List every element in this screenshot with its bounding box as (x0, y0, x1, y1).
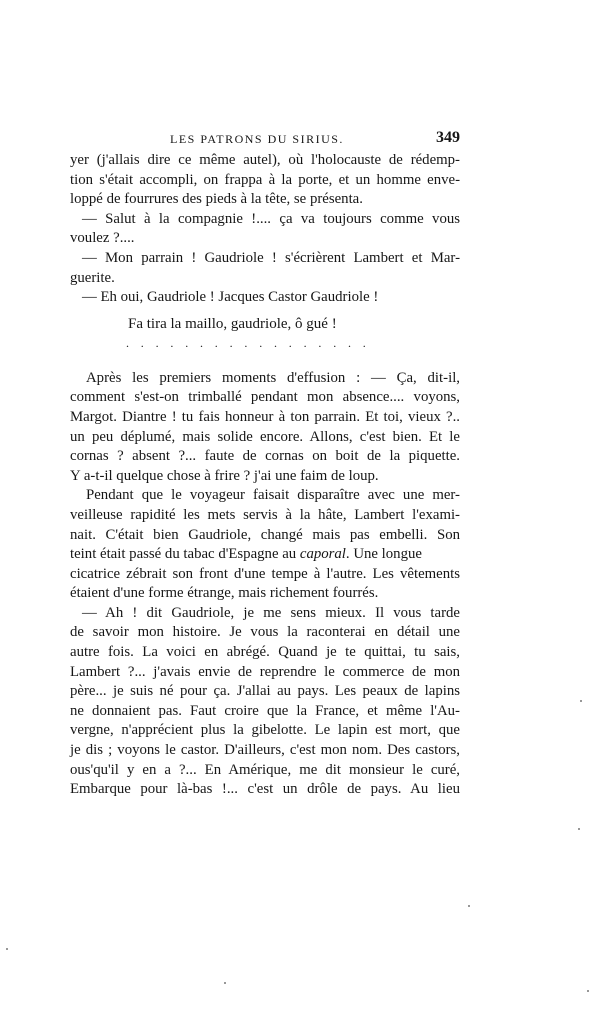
text-line (70, 288, 460, 308)
text-line: Y a-t-il quelque chose à frire ? j'ai une faim de loup. (70, 467, 379, 484)
text-line: Embarque pour là-bas !... c'est un drôle de pays. Au lieu (70, 781, 460, 798)
text-line: je dis ; voyons le castor. D'ailleurs, c'est mon nom. Des castors, (70, 742, 460, 759)
text-line: père... je suis né pour ça. J'allai au pays. Les peaux de lapins (70, 683, 460, 700)
text-line: cicatrice zébrait son front d'une tempe à l'autre. Les vêtements (70, 565, 460, 582)
paragraph-text: Pendant que le voyageur faisait disparaître avec une mer- (86, 487, 460, 504)
text-line: loppé de fourrures des pieds à la tête, se présenta. (70, 191, 363, 208)
text-line (70, 249, 460, 269)
dialogue-text: — Mon parrain ! Gaudriole ! s'écrièrent Lambert et Mar- (82, 249, 460, 266)
text-segment: . Une longue (345, 546, 422, 563)
ellipsis-line: . . . . . . . . . . . . . . . . . (126, 335, 371, 350)
text-line: Lambert ?... j'avais envie de reprendre le commerce de mon (70, 663, 460, 680)
verse-line: Fa tira la maillo, gaudriole, ô gué ! (128, 315, 337, 332)
text-line: ous'qu'il y en a ?... En Amérique, me dit monsieur le curé, (70, 761, 460, 778)
page-number: 349 (436, 129, 460, 146)
text-line: yer (j'allais dire ce même autel), où l'holocauste de rédemp- (70, 152, 460, 168)
text-line: cornas ? absent ?... faute de cornas on boit de la piquette. (70, 448, 460, 465)
paragraph-gap (70, 351, 460, 369)
italic-word: caporal (299, 546, 346, 563)
paragraph-text: Après les premiers moments d'effusion : — Ça, dit-il, (86, 369, 460, 386)
dialogue-text: — Salut à la compagnie !.... ça va toujours comme vous (82, 210, 460, 227)
text-line: de savoir mon histoire. Je vous la raconterai en détail une (70, 624, 460, 641)
running-head (70, 129, 460, 152)
text-line: ne donnaient pas. Faut croire que la France, et même l'Au- (70, 702, 460, 719)
text-segment: teint était passé du tabac d'Espagne au (70, 546, 297, 563)
paragraph-text: — Ah ! dit Gaudriole, je me sens mieux. Il vous tarde (82, 604, 460, 621)
text-line: étaient d'une forme étrange, mais richement fourrés. (70, 585, 379, 602)
text-line: comment s'est-on trimballé pendant mon absence.... voyons, (70, 389, 460, 406)
text-line: tion s'était accompli, on frappa à la porte, et un homme enve- (70, 171, 460, 188)
text-line (70, 545, 460, 565)
text-line (70, 604, 460, 624)
text-line: autre fois. La voici en abrégé. Quand je te quittai, tu sais, (70, 644, 460, 661)
running-title: LES PATRONS DU SIRIUS. (170, 132, 344, 146)
text-line: voulez ?.... (70, 230, 135, 247)
text-line: un peu déplumé, mais solide encore. Allons, c'est bien. Et le (70, 428, 460, 445)
text-line: Margot. Diantre ! tu fais honneur à ton parrain. Et toi, vieux ?.. (70, 408, 460, 425)
text-line (70, 486, 460, 506)
text-line: vergne, n'apprécient plus la gibelotte. Le lapin est mort, que (70, 722, 460, 739)
text-line (70, 210, 460, 230)
text-line: nait. C'était bien Gaudriole, changé mais pas embelli. Son (70, 526, 460, 543)
text-line: veilleuse rapidité les mets servis à la hâte, Lambert l'exami- (70, 506, 460, 523)
text-line: guerite. (70, 269, 115, 286)
text-block (70, 151, 460, 800)
text-line (70, 369, 460, 389)
dialogue-text: — Eh oui, Gaudriole ! Jacques Castor Gaudriole ! (82, 289, 379, 306)
